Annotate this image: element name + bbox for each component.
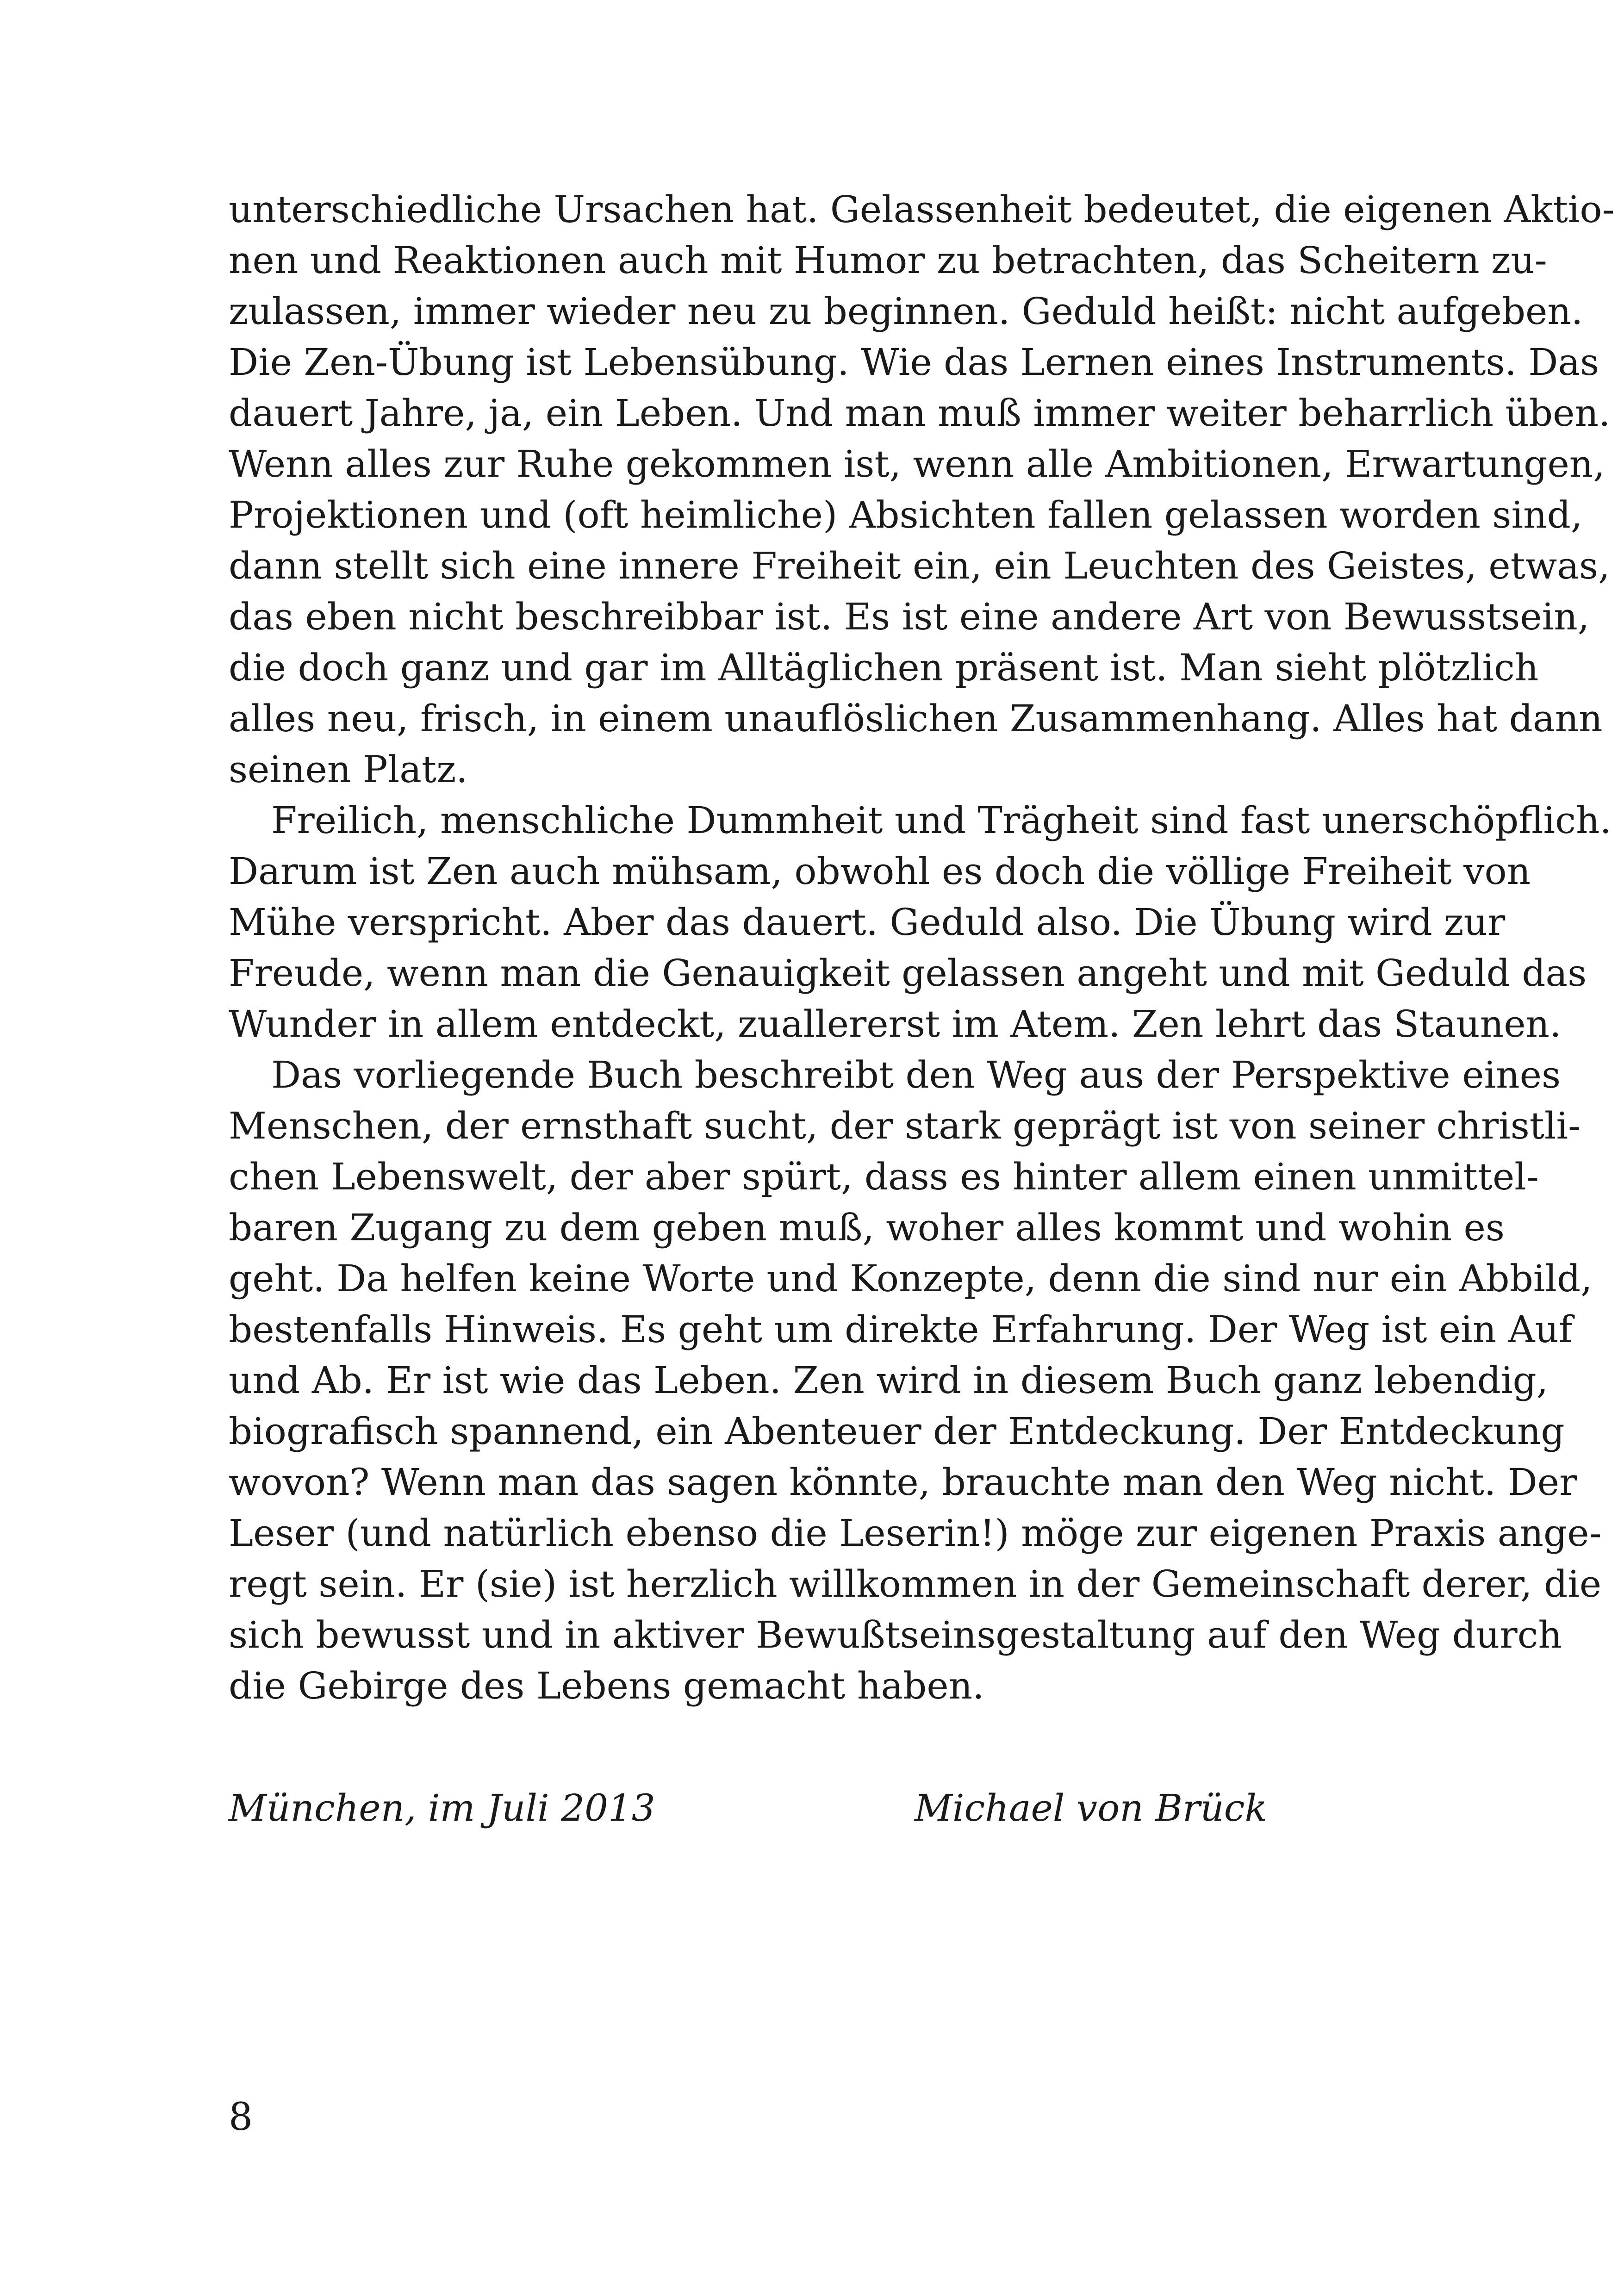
text-line: Mühe verspricht. Aber das dauert. Geduld also. Die Übung wird zur [229,901,1506,944]
text-line: biografisch spannend, ein Abenteuer der Entdeckung. Der Entdeckung [229,1410,1565,1453]
text-line: dann stellt sich eine innere Freiheit ein, ein Leuchten des Geistes, etwas, [229,544,1610,587]
text-line: wovon? Wenn man das sagen könnte, brauchte man den Weg nicht. Der [229,1461,1577,1504]
text-line: die doch ganz und gar im Alltäglichen präsent ist. Man sieht plötzlich [229,646,1539,689]
text-line: seinen Platz. [229,748,468,791]
text-line: nen und Reaktionen auch mit Humor zu betrachten, das Scheitern zu- [229,239,1547,282]
text-line: und Ab. Er ist wie das Leben. Zen wird in diesem Buch ganz lebendig, [229,1359,1549,1402]
body-text [229,184,1615,1711]
text-line: dauert Jahre, ja, ein Leben. Und man muß immer weiter beharrlich üben. [229,392,1611,435]
text-line: Wenn alles zur Ruhe gekommen ist, wenn alle Ambitionen, Erwartungen, [229,442,1605,485]
text-line: Freude, wenn man die Genauigkeit gelassen angeht und mit Geduld das [229,952,1587,995]
text-line: Darum ist Zen auch mühsam, obwohl es doch die völlige Freiheit von [229,850,1531,893]
text-line: bestenfalls Hinweis. Es geht um direkte Erfahrung. Der Weg ist ein Auf [229,1308,1573,1351]
text-line: Die Zen-Übung ist Lebensübung. Wie das Lernen eines Instruments. Das [229,341,1599,384]
text-line: baren Zugang zu dem geben muß, woher alles kommt und wohin es [229,1206,1505,1249]
text-line: Wunder in allem entdeckt, zuallererst im Atem. Zen lehrt das Staunen. [229,1002,1562,1045]
text-line: Projektionen und (oft heimliche) Absichten fallen gelassen worden sind, [229,493,1583,536]
text-line: regt sein. Er (sie) ist herzlich willkommen in der Gemeinschaft derer, die [229,1562,1602,1605]
paragraph-start-line: Freilich, menschliche Dummheit und Trägheit sind fast unerschöpflich. [271,799,1612,842]
text-line: alles neu, frisch, in einem unauflöslichen Zusammenhang. Alles hat dann [229,697,1603,740]
signature-place-date: München, im Juli 2013 [229,1786,655,1829]
text-line: chen Lebenswelt, der aber spürt, dass es hinter allem einen unmittel- [229,1155,1539,1198]
text-line: Leser (und natürlich ebenso die Leserin!) möge zur eigenen Praxis ange- [229,1512,1602,1555]
text-line: zulassen, immer wieder neu zu beginnen. Geduld heißt: nicht aufgeben. [229,290,1583,333]
paragraph-start-line: Das vorliegende Buch beschreibt den Weg aus der Perspektive eines [271,1053,1561,1096]
text-line: die Gebirge des Lebens gemacht haben. [229,1664,984,1707]
text-line: Menschen, der ernsthaft sucht, der stark geprägt ist von seiner christli- [229,1104,1581,1147]
signature-author: Michael von Brück [915,1786,1268,1829]
text-line: unterschiedliche Ursachen hat. Gelassenheit bedeutet, die eigenen Aktio- [229,188,1615,231]
text-line: geht. Da helfen keine Worte und Konzepte, denn die sind nur ein Abbild, [229,1257,1593,1300]
page-number: 8 [229,2095,253,2139]
text-line: sich bewusst und in aktiver Bewußtseinsgestaltung auf den Weg durch [229,1613,1562,1656]
text-line: das eben nicht beschreibbar ist. Es ist eine andere Art von Bewusstsein, [229,595,1590,638]
